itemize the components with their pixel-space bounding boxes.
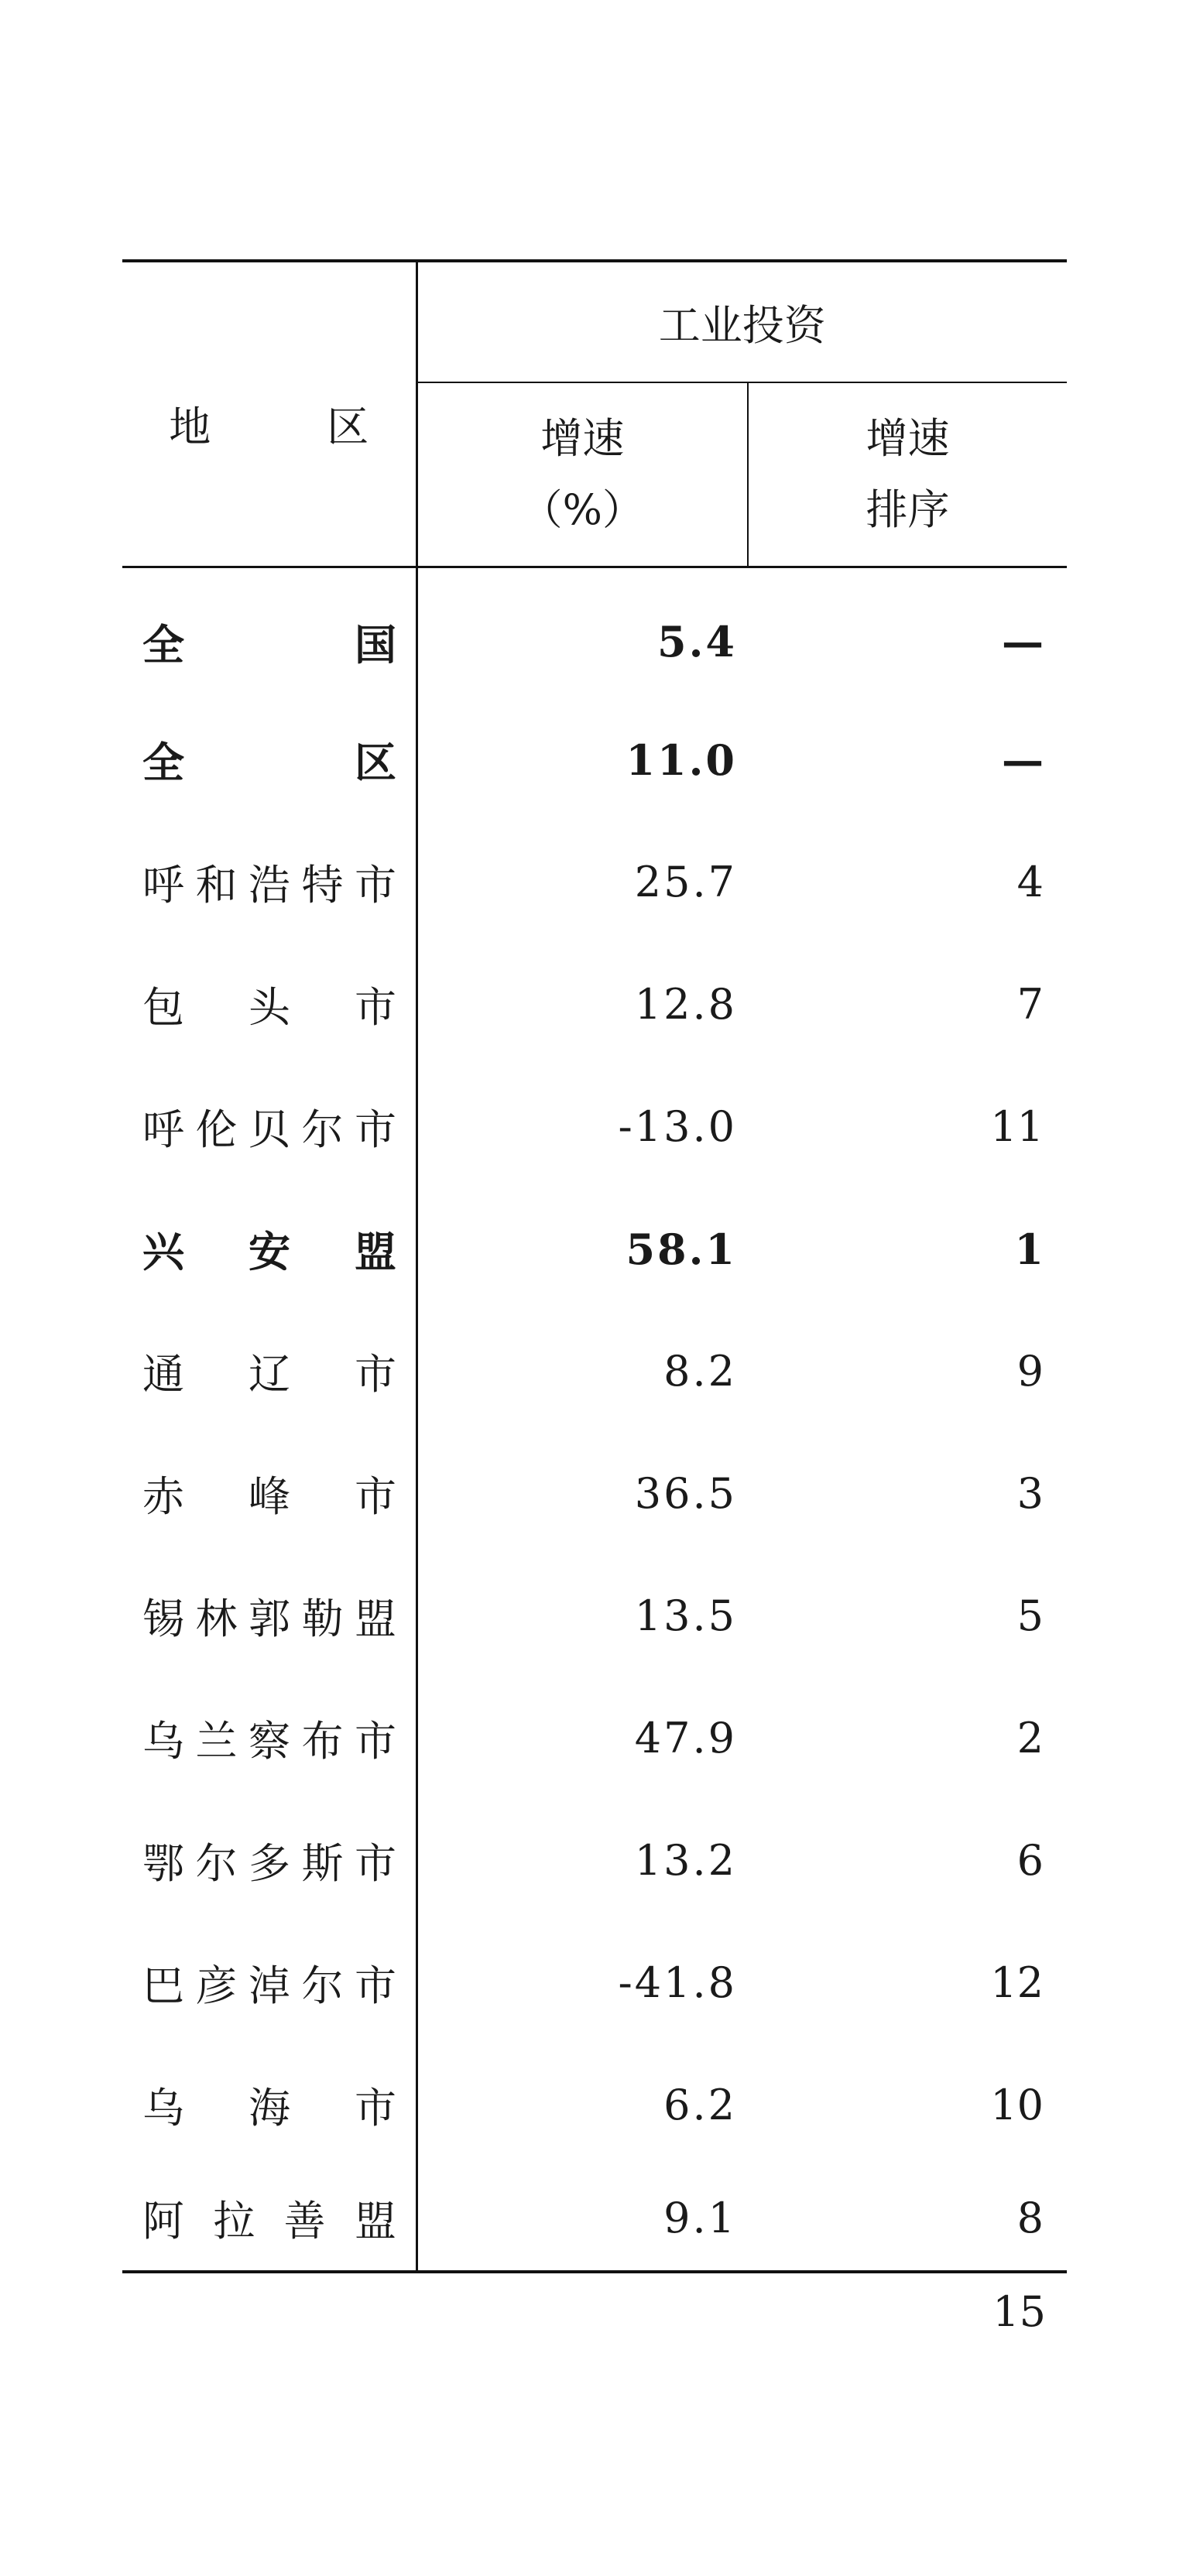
table-row xyxy=(122,1800,1067,1922)
growth-rank-cell: 4 xyxy=(1016,858,1044,906)
region-cell xyxy=(122,567,417,699)
region-name-char: 彦 xyxy=(195,1961,238,2010)
rank-header-line-1: 增速 xyxy=(866,414,950,463)
region-cell xyxy=(122,1310,417,1433)
growth-rate-cell: 36.5 xyxy=(634,1469,737,1518)
region-name-char: 多 xyxy=(249,1839,290,1888)
growth-rate-cell: 9.1 xyxy=(417,2167,748,2272)
growth-rate-cell: 11.0 xyxy=(626,735,737,785)
region-name xyxy=(142,2075,396,2135)
table-row xyxy=(122,1677,1067,1800)
region-name xyxy=(142,2188,396,2248)
region-name-char: 辽 xyxy=(249,1350,290,1399)
growth-rate-column-header xyxy=(417,382,748,567)
table-row xyxy=(122,699,1067,821)
region-name-char: 布 xyxy=(301,1717,344,1766)
growth-rate-cell: 8.2 xyxy=(663,1347,737,1396)
region-name-char: 市 xyxy=(355,1839,396,1888)
growth-rate-cell: 25.7 xyxy=(634,858,737,906)
table-row xyxy=(122,1188,1067,1310)
growth-rate-cell: 5.4 xyxy=(657,617,737,667)
growth-rank-cell: 1 xyxy=(1014,1224,1044,1274)
region-name-char: 国 xyxy=(355,620,396,670)
growth-rate-cell: -13.0 xyxy=(618,1102,737,1151)
region-name xyxy=(142,730,396,790)
growth-rank-cell: 11 xyxy=(990,1102,1044,1151)
growth-rate-cell: 58.1 xyxy=(626,1224,737,1274)
table-row xyxy=(122,1433,1067,1555)
region-cell xyxy=(122,1800,417,1922)
industrial-investment-table-container xyxy=(122,259,1067,2273)
growth-rate-cell: 6.2 xyxy=(663,2081,737,2129)
region-name-char: 锡 xyxy=(142,1595,184,1643)
region-name-char: 勒 xyxy=(301,1595,344,1643)
region-name-char: 盟 xyxy=(354,2197,396,2245)
region-header-char-2: 区 xyxy=(327,402,369,451)
region-name xyxy=(142,975,396,1034)
region-name xyxy=(142,1341,396,1401)
table-row xyxy=(122,1066,1067,1188)
region-cell xyxy=(122,1066,417,1188)
region-name-char: 通 xyxy=(142,1350,184,1399)
region-name-char: 市 xyxy=(355,2084,396,2132)
region-name-char: 贝 xyxy=(249,1105,290,1154)
region-name-char: 全 xyxy=(142,738,184,787)
table-header xyxy=(122,261,1067,567)
region-name-char: 伦 xyxy=(195,1105,238,1154)
region-cell xyxy=(122,2167,417,2272)
growth-rate-cell: 13.2 xyxy=(634,1836,737,1885)
table-row xyxy=(122,567,1067,699)
growth-rank-cell: 7 xyxy=(1016,980,1044,1029)
industrial-investment-group-header: 工业投资 xyxy=(417,261,1067,382)
region-name-char: 尔 xyxy=(301,1961,344,2010)
growth-rate-cell: 47.9 xyxy=(634,1714,737,1762)
growth-rank-cell: 5 xyxy=(1016,1591,1044,1640)
region-name xyxy=(142,1586,396,1646)
table-body xyxy=(122,567,1067,2272)
region-name xyxy=(142,1219,396,1279)
region-name-char: 市 xyxy=(355,861,396,909)
growth-header-line-1: 增速 xyxy=(540,414,625,463)
region-name-char: 兴 xyxy=(142,1228,184,1276)
region-name-char: 全 xyxy=(142,620,184,670)
table-row xyxy=(122,1310,1067,1433)
table-row xyxy=(122,1922,1067,2044)
region-name xyxy=(142,1097,396,1156)
region-cell xyxy=(122,2044,417,2167)
table-row xyxy=(122,2044,1067,2167)
region-cell xyxy=(122,821,417,944)
region-name-char: 察 xyxy=(249,1717,290,1766)
region-name-char: 市 xyxy=(355,1105,396,1154)
growth-rank-cell: 9 xyxy=(1016,1347,1044,1396)
region-cell xyxy=(122,1188,417,1310)
rank-header-line-2: 排序 xyxy=(866,485,950,534)
region-cell xyxy=(122,1433,417,1555)
region-name-char: 特 xyxy=(301,861,344,909)
region-name xyxy=(142,1464,396,1523)
region-name-char: 市 xyxy=(355,1472,396,1521)
region-name-char: 鄂 xyxy=(142,1839,184,1888)
region-name-char: 盟 xyxy=(355,1228,396,1276)
region-name-char: 林 xyxy=(195,1595,238,1643)
growth-rank-column-header xyxy=(748,382,1067,567)
region-name-char: 斯 xyxy=(301,1839,344,1888)
region-cell xyxy=(122,699,417,821)
region-name-char: 市 xyxy=(355,983,396,1032)
region-name-char: 淖 xyxy=(249,1961,290,2010)
region-name-char: 兰 xyxy=(195,1717,238,1766)
region-name xyxy=(142,612,396,672)
region-name-char: 呼 xyxy=(142,1105,184,1154)
region-name-char: 和 xyxy=(195,861,238,909)
region-name-char: 浩 xyxy=(249,861,290,909)
region-name-char: 阿 xyxy=(142,2197,184,2245)
region-name-char: 尔 xyxy=(195,1839,238,1888)
region-name-char: 呼 xyxy=(142,861,184,909)
table-row xyxy=(122,944,1067,1066)
table-row xyxy=(122,1555,1067,1677)
region-name-char: 赤 xyxy=(142,1472,184,1521)
industrial-investment-table xyxy=(122,259,1067,2273)
table-row xyxy=(122,821,1067,944)
region-name-char: 郭 xyxy=(249,1595,290,1643)
region-name-char: 乌 xyxy=(142,1717,184,1766)
growth-rate-cell: -41.8 xyxy=(618,1958,737,2007)
region-name-char: 盟 xyxy=(355,1595,396,1643)
region-name xyxy=(142,852,396,912)
region-name xyxy=(142,1953,396,2012)
growth-rate-cell: 13.5 xyxy=(634,1591,737,1640)
growth-rate-cell: 12.8 xyxy=(634,980,737,1029)
region-cell xyxy=(122,1555,417,1677)
growth-rank-cell: 12 xyxy=(990,1958,1044,2007)
region-name-char: 包 xyxy=(142,983,184,1032)
region-cell xyxy=(122,1922,417,2044)
growth-rank-cell: 8 xyxy=(748,2167,1067,2272)
growth-rank-cell: 2 xyxy=(1016,1714,1044,1762)
growth-header-line-2: （%） xyxy=(520,485,644,534)
region-name-char: 市 xyxy=(355,1350,396,1399)
region-name-char: 巴 xyxy=(142,1961,184,2010)
region-column-header xyxy=(122,261,417,567)
growth-rank-cell: — xyxy=(1002,735,1044,785)
growth-rank-cell: 3 xyxy=(1016,1469,1044,1518)
region-name-char: 市 xyxy=(355,1717,396,1766)
region-cell xyxy=(122,944,417,1066)
page-number: 15 xyxy=(992,2287,1046,2336)
region-name-char: 尔 xyxy=(301,1105,344,1154)
region-name-char: 区 xyxy=(355,738,396,787)
region-name-char: 拉 xyxy=(213,2197,255,2245)
region-name-char: 海 xyxy=(249,2084,290,2132)
region-name-char: 安 xyxy=(249,1228,290,1276)
growth-rank-cell: — xyxy=(1002,617,1044,667)
region-name xyxy=(142,1708,396,1768)
region-name-char: 乌 xyxy=(142,2084,184,2132)
region-cell xyxy=(122,1677,417,1800)
region-name-char: 峰 xyxy=(249,1472,290,1521)
table-row xyxy=(122,2167,1067,2272)
region-name-char: 头 xyxy=(249,983,290,1032)
growth-rank-cell: 6 xyxy=(1016,1836,1044,1885)
growth-rank-cell: 10 xyxy=(990,2081,1044,2129)
region-name-char: 善 xyxy=(283,2197,326,2245)
region-name-char: 市 xyxy=(355,1961,396,2010)
region-name xyxy=(142,1831,396,1890)
region-header-char-1: 地 xyxy=(169,402,211,451)
